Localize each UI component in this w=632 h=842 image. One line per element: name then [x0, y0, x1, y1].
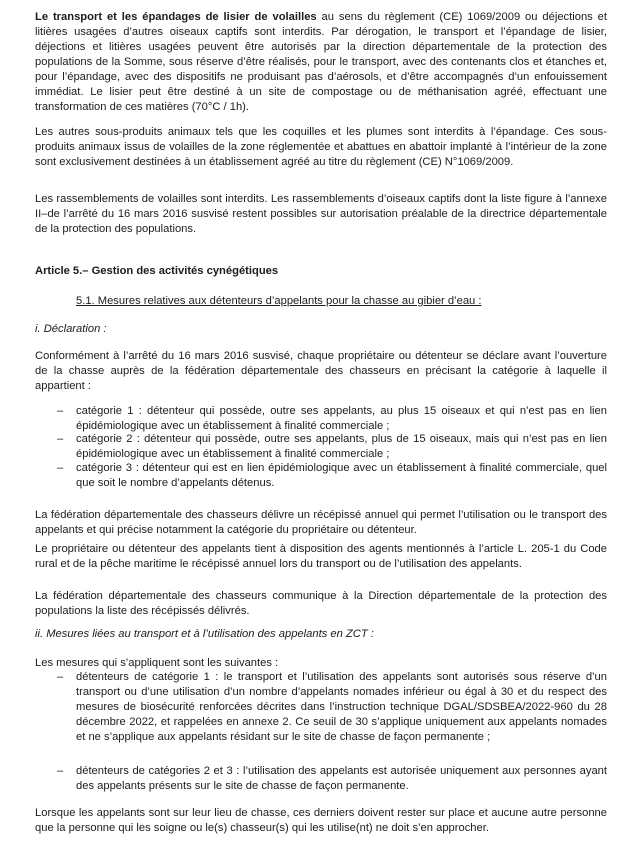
- list-dash: –: [57, 433, 64, 445]
- paragraph-rassemblements: Les rassemblements de volailles sont interdits. Les rassemblements d’oiseaux captifs dont la liste figure à l’annexe II–de l’arrêté du 16 mars 2016 susvisé restent possibles sur autorisation préalable de la directrice départementale de la protection des populations.: [35, 193, 607, 235]
- list-item-categorie-1: catégorie 1 : détenteur qui possède, outre ses appelants, au plus 15 oiseaux et qui n’est pas en lien épidémiologique avec un établissement à finalité commerciale ;: [76, 405, 607, 432]
- list-item-detenteurs-categories-2-3: détenteurs de catégories 2 et 3 : l’utilisation des appelants est autorisée uniquement aux personnes ayant des appelants présents sur le site de chasse de façon permanente.: [76, 765, 607, 792]
- list-dash: –: [57, 671, 64, 683]
- section-declaration: i. Déclaration :: [35, 323, 107, 335]
- paragraph-lieu-de-chasse: Lorsque les appelants sont sur leur lieu de chasse, ces derniers doivent rester sur place et aucune autre personne que la personne qui les soigne ou le(s) chasseur(s) qui les utilise(nt) ne doit s’en approcher.: [35, 807, 607, 834]
- paragraph-body: au sens du règlement (CE) 1069/2009 ou déjections et litières usagées d’autres oiseaux captifs sont interdits. Par dérogation, le transport et l’épandage de lisier, déjections et litières usagées peuvent être autorisés par la direction départementale de la protection des populations de la Somme, sous réserve d’être réalisés, pour le transport, avec des contenants clos et étanches et, pour l’épandage, avec des dispositifs ne produisant pas d’aérosols, et d’être accompagnés d’un enfouissement immédiat. Le lisier peut être destiné à un site de compostage ou de méthanisation agréé, effectuant une transformation de ces matières (70°C / 1h).: [35, 11, 607, 113]
- paragraph-lisier: [35, 10, 607, 115]
- paragraph-proprietaire: Le propriétaire ou détenteur des appelants tient à disposition des agents mentionnés à l’article L. 205-1 du Code rural et de la pêche maritime le récépissé annuel lors du transport ou de l’utilisation des appelants.: [35, 543, 607, 570]
- list-item-detenteurs-categorie-1: détenteurs de catégorie 1 : le transport et l’utilisation des appelants sont autorisés sous réserve d’un transport ou d’une utilisation d’un nombre d’appelants nomades inférieur ou égal à 30 et du respect des mesures de biosécurité renforcées décrites dans l’instruction technique DGAL/SDSBEA/2022-960 du 28 décembre 2022, et rappelées en annexe 2. Ce seuil de 30 s’applique uniquement aux appelants nomades et ne s’applique aux appelants résidant sur le site de chasse de façon permanente ;: [76, 671, 607, 743]
- sub-heading: 5.1. Mesures relatives aux détenteurs d’appelants pour la chasse au gibier d’eau :: [76, 295, 482, 307]
- paragraph-conformement: Conformément à l’arrêté du 16 mars 2016 susvisé, chaque propriétaire ou détenteur se déclare avant l’ouverture de la chasse auprès de la fédération départementale des chasseurs en précisant la catégorie à laquelle il appartient :: [35, 350, 607, 392]
- list-item-categorie-2: catégorie 2 : détenteur qui possède, outre ses appelants, plus de 15 oiseaux, mais qui n’est pas en lien épidémiologique avec un établissement à finalité commerciale ;: [76, 433, 607, 460]
- list-dash: –: [57, 462, 64, 474]
- section-transport: ii. Mesures liées au transport et à l’utilisation des appelants en ZCT :: [35, 628, 374, 640]
- article-heading: Article 5.– Gestion des activités cynégétiques: [35, 265, 279, 277]
- paragraph-sous-produits: Les autres sous-produits animaux tels que les coquilles et les plumes sont interdits à l’épandage. Ces sous-produits animaux issus de volailles de la zone réglementée et abattues en abattoir implanté à l’intérieur de la zone sont exclusivement destinées à un établissement agréé au titre du règlement (CE) N°1069/2009.: [35, 126, 607, 168]
- paragraph-federation: La fédération départementale des chasseurs communique à la Direction départementale de la protection des populations la liste des récépissés délivrés.: [35, 590, 607, 617]
- list-dash: –: [57, 765, 64, 777]
- list-dash: –: [57, 405, 64, 417]
- paragraph-mesures: Les mesures qui s’appliquent sont les suivantes :: [35, 657, 279, 669]
- paragraph-recepisse: La fédération départementale des chasseurs délivre un récépissé annuel qui permet l’utilisation ou le transport des appelants et qui précise notamment la catégorie du propriétaire ou détenteur.: [35, 509, 607, 536]
- paragraph-lead-bold: Le transport et les épandages de lisier de volailles: [35, 11, 317, 23]
- list-item-categorie-3: catégorie 3 : détenteur qui est en lien épidémiologique avec un établissement à finalité commerciale, quel que soit le nombre d’appelants détenus.: [76, 462, 607, 489]
